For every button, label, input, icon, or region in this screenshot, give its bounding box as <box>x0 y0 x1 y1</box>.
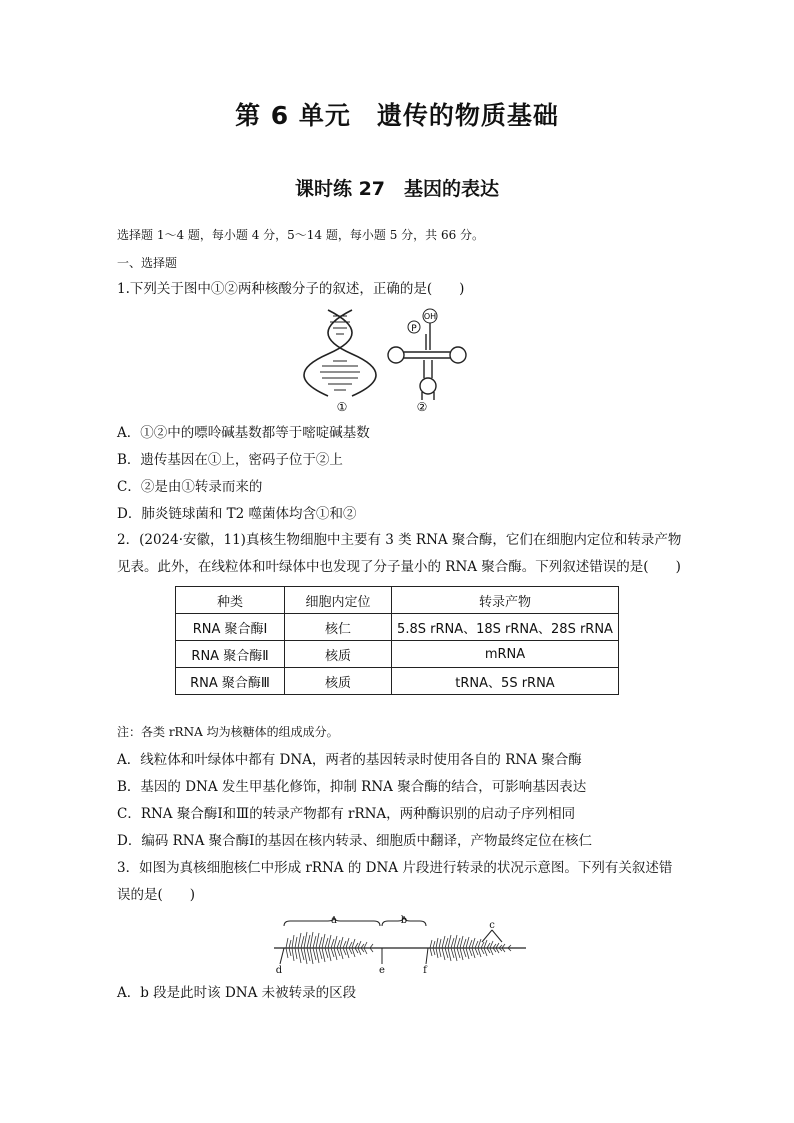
label-a: a <box>331 915 337 926</box>
table-cell: mRNA <box>392 641 619 668</box>
q1-stem: 1.下列关于图中①②两种核酸分子的叙述，正确的是( ) <box>117 281 465 297</box>
table-cell: 5.8S rRNA、18S rRNA、28S rRNA <box>392 614 619 641</box>
q1-option-b: B．遗传基因在①上，密码子位于②上 <box>117 452 343 468</box>
trna-cloverleaf-diagram <box>388 320 466 400</box>
q3-stem: 3．如图为真核细胞核仁中形成 rRNA 的 DNA 片段进行转录的状况示意图。下列有关叙述错误的是( ) <box>117 860 673 903</box>
q2-option-c: C．RNA 聚合酶Ⅰ和Ⅲ的转录产物都有 rRNA，两种酶识别的启动子序列相同 <box>117 806 576 822</box>
q1-option-c: C．②是由①转录而来的 <box>117 479 263 495</box>
p-label: P <box>411 324 417 334</box>
table-cell: RNA 聚合酶Ⅰ <box>176 614 285 641</box>
table-cell: RNA 聚合酶Ⅱ <box>176 641 285 668</box>
q1-option-d: D．肺炎链球菌和 T2 噬菌体均含①和② <box>117 506 357 522</box>
table-row <box>176 614 619 641</box>
label-c: c <box>489 920 495 931</box>
table-header: 种类 <box>176 587 285 614</box>
table-cell: tRNA、5S rRNA <box>392 668 619 695</box>
q2-option-d: D．编码 RNA 聚合酶Ⅰ的基因在核内转录、细胞质中翻译，产物最终定位在核仁 <box>117 833 592 849</box>
table-cell: 核仁 <box>285 614 392 641</box>
table-row <box>176 668 619 695</box>
label-b: b <box>400 915 408 926</box>
table-cell: 核质 <box>285 641 392 668</box>
unit-title: 第 6 单元 遗传的物质基础 <box>235 101 559 130</box>
rna-polymerase-table <box>175 586 619 695</box>
lesson-title: 课时练 27 基因的表达 <box>294 178 500 200</box>
label-e: e <box>379 965 385 976</box>
oh-label: OH <box>423 312 437 321</box>
label-d: d <box>275 965 283 976</box>
q1-figure <box>300 306 480 416</box>
table-cell: 核质 <box>285 668 392 695</box>
q2-option-b: B．基因的 DNA 发生甲基化修饰，抑制 RNA 聚合酶的结合，可影响基因表达 <box>117 779 587 795</box>
q2-stem: 2．(2024·安徽，11)真核生物细胞中主要有 3 类 RNA 聚合酶，它们在细胞内定位和转录产物见表。此外，在线粒体和叶绿体中也发现了分子量小的 RNA 聚合酶。下列叙述错误的是( ) <box>117 532 682 575</box>
figure-label-2: ② <box>416 400 428 414</box>
q2-note: 注：各类 rRNA 均为核糖体的组成成分。 <box>117 725 339 739</box>
q2-option-a: A．线粒体和叶绿体中都有 DNA，两者的基因转录时使用各自的 RNA 聚合酶 <box>117 752 582 768</box>
q3-transcription-figure <box>270 912 530 978</box>
table-header-row <box>176 587 619 614</box>
q3-option-a: A．b 段是此时该 DNA 未被转录的区段 <box>117 985 357 1001</box>
table-header: 转录产物 <box>392 587 619 614</box>
instructions: 选择题 1～4 题，每小题 4 分，5～14 题，每小题 5 分，共 66 分。 <box>117 228 485 242</box>
table-header: 细胞内定位 <box>285 587 392 614</box>
dna-double-helix-diagram <box>304 310 376 396</box>
q1-option-a: A．①②中的嘌呤碱基数都等于嘧啶碱基数 <box>117 425 370 441</box>
label-f: f <box>423 965 427 976</box>
section-label: 一、选择题 <box>117 256 178 270</box>
table-row <box>176 641 619 668</box>
figure-label-1: ① <box>336 400 348 414</box>
table-cell: RNA 聚合酶Ⅲ <box>176 668 285 695</box>
